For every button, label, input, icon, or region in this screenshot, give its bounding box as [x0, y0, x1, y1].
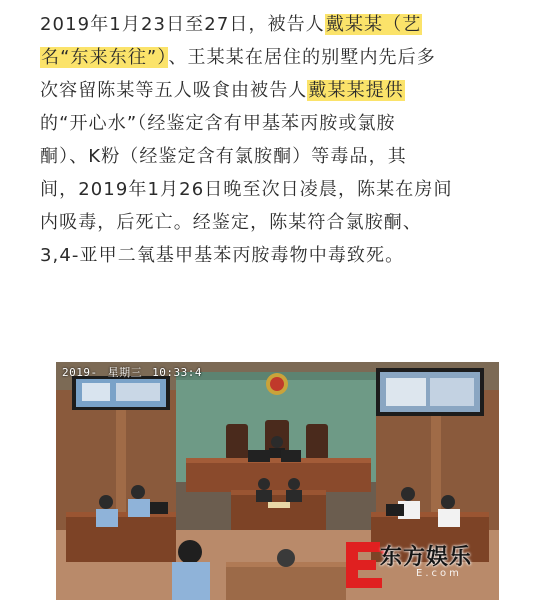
article-line: [40, 107, 512, 140]
article-line: [40, 74, 512, 107]
article-text: 的“开心水”（经鉴定含有甲基苯丙胺或氯胺: [40, 113, 396, 134]
highlighted-text: 戴某某（艺: [325, 14, 422, 35]
watermark-text: 东方娱乐: [380, 545, 473, 570]
timestamp-date: 2019-: [62, 366, 98, 379]
article-line: [40, 41, 512, 74]
article-body: [40, 8, 512, 272]
article-text: 内吸毒，后死亡。经鉴定，陈某符合氯胺酮、: [40, 212, 422, 233]
article-line: [40, 239, 512, 272]
article-text: 间，2019年1月26日晚至次日凌晨，陈某在房间: [40, 179, 453, 200]
article-line: [40, 173, 512, 206]
article-line: [40, 206, 512, 239]
article-line: [40, 8, 512, 41]
article-text: 次容留陈某等五人吸食由被告人: [40, 80, 308, 101]
timestamp-weekday: 星期三: [107, 366, 143, 379]
article-text: 3,4-亚甲二氧基甲基苯丙胺毒物中毒致死。: [40, 245, 405, 266]
article-text: 、王某某在居住的别墅内先后多: [168, 47, 436, 68]
article-text: 2019年1月23日至27日，被告人: [40, 14, 325, 35]
article-line: [40, 140, 512, 173]
watermark-subtext: E.com: [416, 568, 462, 579]
source-watermark: [336, 532, 536, 600]
article-text: 酮）、K粉（经鉴定含有氯胺酮）等毒品，其: [40, 146, 407, 167]
photo-timestamp: [62, 364, 212, 380]
timestamp-time: 10:33:4: [152, 366, 202, 379]
highlighted-text: 名“东来东往”）: [41, 47, 168, 68]
highlighted-text: 戴某某提供: [308, 80, 404, 101]
